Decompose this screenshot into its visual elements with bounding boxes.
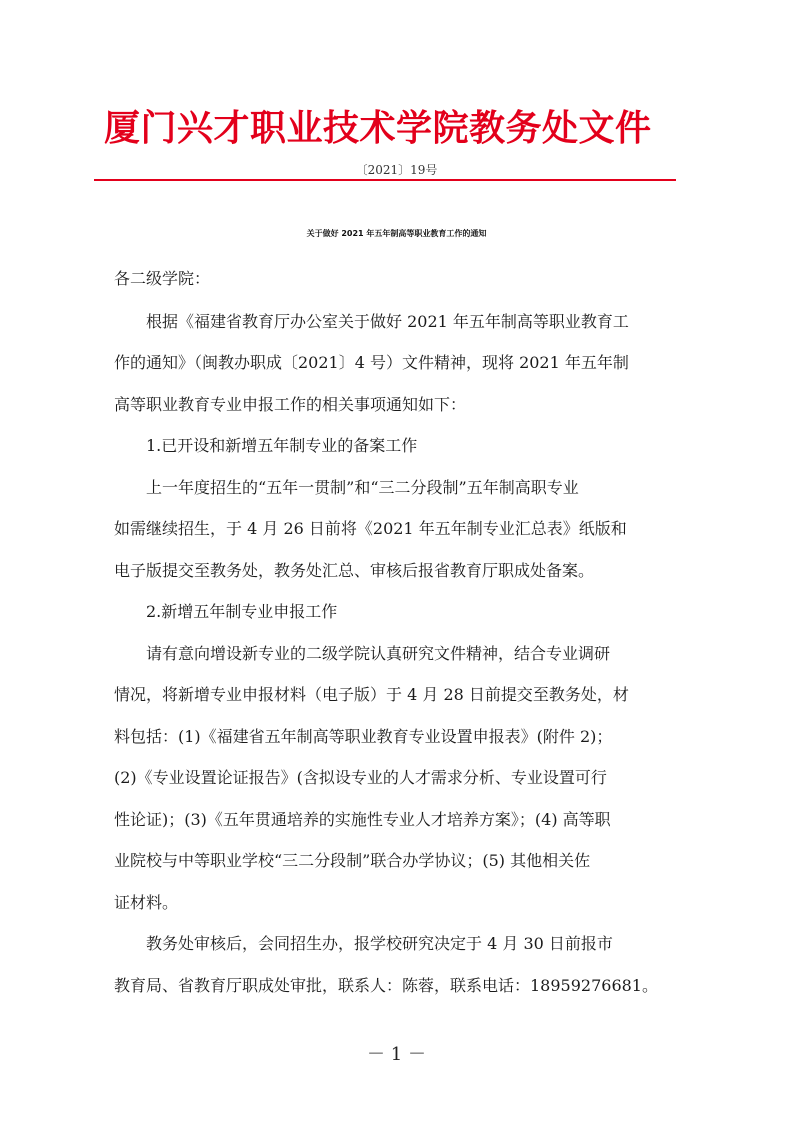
red-divider-line	[94, 179, 676, 181]
salutation: 各二级学院：	[114, 269, 211, 288]
body-line: 根据《福建省教育厅办公室关于做好 2021 年五年制高等职业教育工	[146, 312, 629, 331]
body-line: 高等职业教育专业申报工作的相关事项通知如下：	[114, 395, 467, 414]
body-line: 教务处审核后，会同招生办，报学校研究决定于 4 月 30 日前报市	[146, 934, 613, 953]
body-line: 情况，将新增专业申报材料（电子版）于 4 月 28 日前提交至教务处，材	[114, 685, 629, 704]
body-line: 电子版提交至教务处，教务处汇总、审核后报省教育厅职成处备案。	[114, 561, 595, 580]
body-line: 上一年度招生的“五年一贯制”和“三二分段制”五年制高职专业	[146, 478, 579, 497]
body-line: (2)《专业设置论证报告》(含拟设专业的人才需求分析、专业设置可行	[114, 768, 607, 787]
page-number: － 1 －	[367, 1044, 426, 1065]
body-line: 证材料。	[114, 893, 179, 912]
org-masthead-title: 厦门兴才职业技术学院教务处文件	[104, 107, 652, 149]
body-line: 教育局、省教育厅职成处审批，联系人：陈蓉，联系电话：18959276681。	[114, 976, 658, 995]
body-line: 如需继续招生，于 4 月 26 日前将《2021 年五年制专业汇总表》纸版和	[114, 519, 627, 538]
body-line: 料包括：(1)《福建省五年制高等职业教育专业设置申报表》(附件 2)；	[114, 727, 613, 746]
section-heading-1: 1.已开设和新增五年制专业的备案工作	[146, 436, 418, 455]
body-line: 业院校与中等职业学校“三二分段制”联合办学协议；(5) 其他相关佐	[114, 851, 591, 870]
body-line: 性论证)；(3)《五年贯通培养的实施性专业人才培养方案》；(4) 高等职	[114, 810, 611, 829]
notice-title: 关于做好 2021 年五年制高等职业教育工作的通知	[306, 229, 487, 238]
document-number: 〔2021〕19号	[355, 163, 438, 177]
body-line: 请有意向增设新专业的二级学院认真研究文件精神，结合专业调研	[146, 644, 611, 663]
body-line: 作的通知》（闽教办职成〔2021〕4 号）文件精神，现将 2021 年五年制	[114, 353, 629, 372]
section-heading-2: 2.新增五年制专业申报工作	[146, 602, 338, 621]
